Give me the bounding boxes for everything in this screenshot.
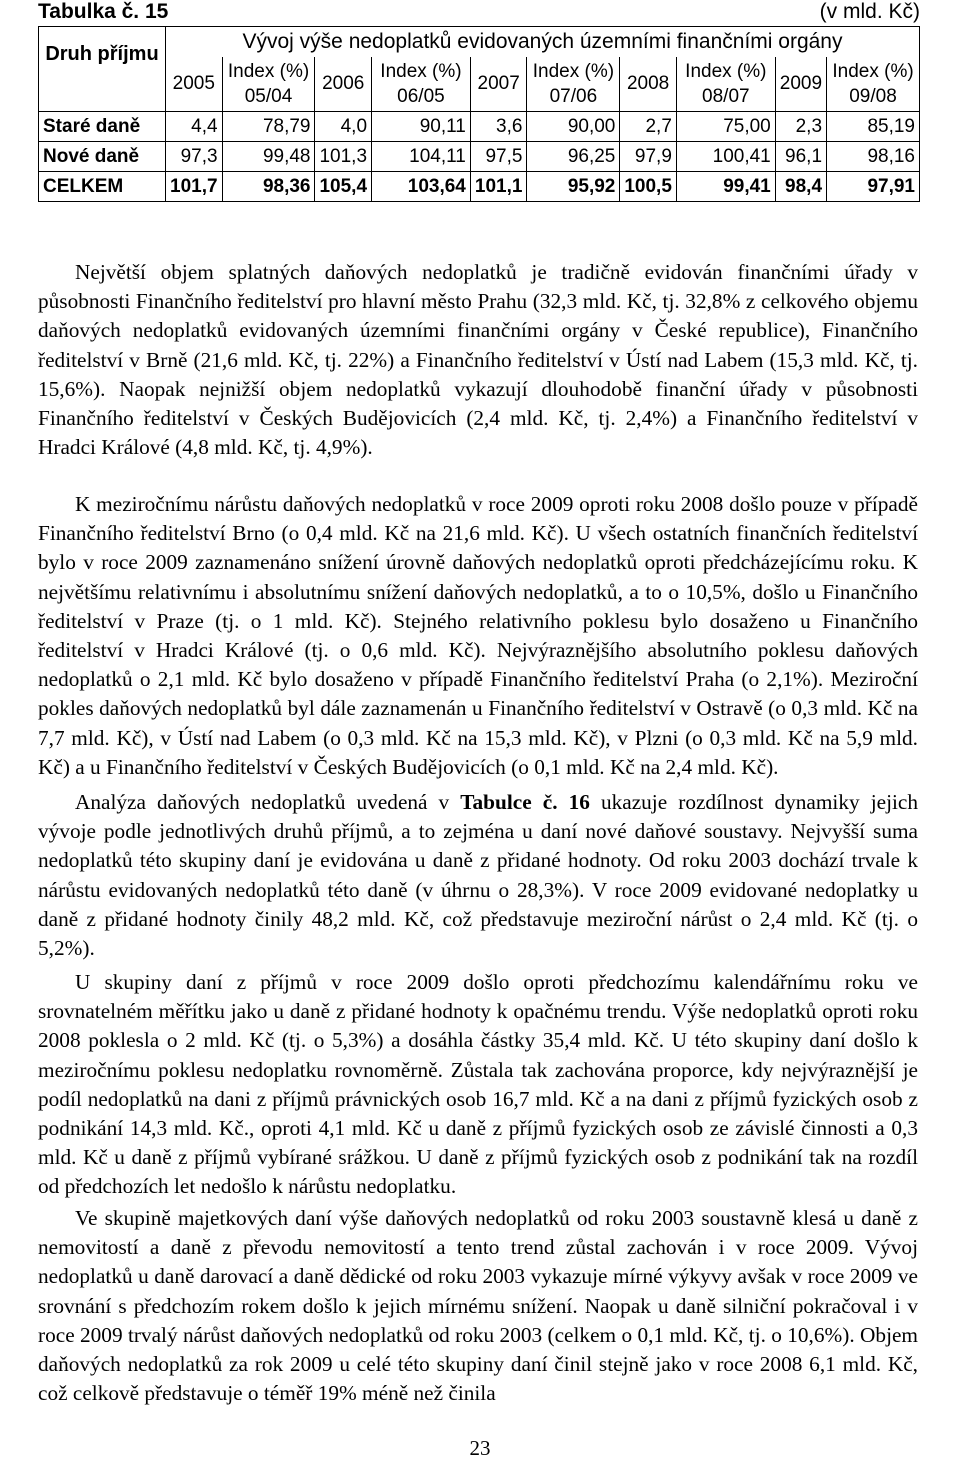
- table-cell: 99,41: [676, 172, 775, 202]
- table-cell: 103,64: [372, 172, 471, 202]
- paragraph: [38, 258, 918, 462]
- table-cell: 4,4: [166, 112, 223, 142]
- table-cell: 104,11: [372, 142, 471, 172]
- table-cell: 98,16: [827, 142, 920, 172]
- table-row: [39, 112, 920, 142]
- table-cell: 90,11: [372, 112, 471, 142]
- paragraph: [38, 1204, 918, 1408]
- table-reference: Tabulce č. 16: [460, 790, 590, 814]
- column-index: Index (%) 09/08: [827, 57, 920, 112]
- table-cell: 96,1: [775, 142, 826, 172]
- table-cell: 101,7: [166, 172, 223, 202]
- table-cell: 3,6: [470, 112, 527, 142]
- table-cell: 100,41: [676, 142, 775, 172]
- column-index: Index (%) 08/07: [676, 57, 775, 112]
- paragraph-text: Největší objem splatných daňových nedoplatků je tradičně evidován finančními úřady v působnosti Finančního ředitelství pro hlavní město Prahu (32,3 mld. Kč, tj. 32,8% z celkového objemu daňových nedoplatků evidovaných územními finančními orgány v České republice), Finančního ředitelství v Brně (21,6 mld. Kč, tj. 22%) a Finančního ředitelství v Ústí nad Labem (15,3 mld. Kč, tj. 15,6%). Naopak nejnižší objem nedoplatků vykazují dlouhodobě finanční úřady v působnosti Finančního ředitelství v Českých Budějovicích (2,4 mld. Kč, tj. 2,4%) a Finančního ředitelství v Hradci Králové (4,8 mld. Kč, tj. 4,9%).: [38, 260, 918, 460]
- table-cell: 2,3: [775, 112, 826, 142]
- column-year: 2006: [315, 57, 372, 112]
- table-unit: (v mld. Kč): [819, 0, 920, 23]
- table-cell: 98,4: [775, 172, 826, 202]
- paragraph-text: K meziročnímu nárůstu daňových nedoplatků v roce 2009 oproti roku 2008 došlo pouze v případě Finančního ředitelství Brno (o 0,4 mld. Kč na 21,6 mld. Kč). U všech ostatních finančních ředitelství bylo v roce 2009 zaznamenáno snížení úrovně daňových nedoplatků oproti předcházejícímu roku. K největšímu relativnímu i absolutnímu snížení daňových nedoplatků, a to o 10,5%, došlo u Finančního ředitelství v Praze (tj. o 1 mld. Kč). Stejného relativního poklesu bylo dosaženo u Finančního ředitelství v Hradci Králové (tj. o 0,6 mld. Kč). Nejvýraznějšího absolutního poklesu daňových nedoplatků o 2,1 mld. Kč bylo dosaženo v případě Finančního ředitelství Praha (o 2,1%). Meziroční pokles daňových nedoplatků byl dále zaznamenán u Finančního ředitelství v Ostravě (o 0,3 mld. Kč na 7,7 mld. Kč), v Ústí nad Labem (o 0,3 mld. Kč na 15,3 mld. Kč), v Plzni (o 0,3 mld. Kč na 5,9 mld. Kč) a u Finančního ředitelství v Českých Budějovicích (o 0,1 mld. Kč na 2,4 mld. Kč).: [38, 492, 918, 779]
- page-number: 23: [469, 1436, 491, 1460]
- row-label: Staré daně: [39, 112, 166, 142]
- table-cell: 85,19: [827, 112, 920, 142]
- table-cell: 101,3: [315, 142, 372, 172]
- table-cell: 97,9: [620, 142, 677, 172]
- table-caption: [38, 0, 920, 26]
- table-cell: 78,79: [222, 112, 315, 142]
- table-cell: 4,0: [315, 112, 372, 142]
- column-year: 2009: [775, 57, 826, 112]
- column-year: 2005: [166, 57, 223, 112]
- table-cell: 97,3: [166, 142, 223, 172]
- column-index: Index (%) 07/06: [527, 57, 620, 112]
- table-cell: 105,4: [315, 172, 372, 202]
- paragraph-text: Ve skupině majetkových daní výše daňových nedoplatků od roku 2003 soustavně klesá u daně z nemovitostí a daně z převodu nemovitostí a tento trend zůstal zachován i v roce 2009. Vývoj nedoplatků u daně darovací a daně dědické od roku 2003 vykazuje mírné výkyvy avšak v roce 2009 ve srovnání s předchozím rokem došlo k jejich mírnému snížení. Naopak u daně silniční pokračoval i v roce 2009 trvalý nárůst daňových nedoplatků od roku 2003 (celkem o 0,1 mld. Kč, tj. o 10,6%). Objem daňových nedoplatků za rok 2009 u celé této skupiny daní činil stejně jako v roce 2008 6,1 mld. Kč, což celkově představuje o téměř 19% méně než činila: [38, 1206, 918, 1406]
- table-label: Tabulka č. 15: [38, 0, 169, 23]
- paragraph: [38, 788, 918, 963]
- arrears-table: [38, 26, 920, 202]
- table-cell: 101,1: [470, 172, 527, 202]
- table-cell: 97,91: [827, 172, 920, 202]
- table-cell: 2,7: [620, 112, 677, 142]
- paragraph-text-start: Analýza daňových nedoplatků uvedená v: [75, 790, 450, 814]
- table-cell: 90,00: [527, 112, 620, 142]
- group-header: Vývoj výše nedoplatků evidovaných územními finančními orgány: [166, 27, 920, 58]
- table-row: [39, 142, 920, 172]
- table-cell: 98,36: [222, 172, 315, 202]
- table-cell: 75,00: [676, 112, 775, 142]
- paragraph: [38, 490, 918, 782]
- column-index: Index (%) 06/05: [372, 57, 471, 112]
- table-row-total: [39, 172, 920, 202]
- row-label: CELKEM: [39, 172, 166, 202]
- table-cell: 100,5: [620, 172, 677, 202]
- table-cell: 96,25: [527, 142, 620, 172]
- column-header-row: [39, 57, 920, 112]
- paragraph-text: U skupiny daní z příjmů v roce 2009 došlo oproti předchozímu kalendářnímu roku ve srovnatelném měřítku jako u daně z přidané hodnoty k opačnému trendu. Výše nedoplatků oproti roku 2008 poklesla o 2 mld. Kč (tj. o 5,3%) a dosáhla částky 35,4 mld. Kč. U této skupiny daní došlo k meziročnímu poklesu nedoplatku rovnoměrně. Zůstala tak zachována proporce, kdy nejvýraznější je podíl nedoplatků na dani z příjmů právnických osob 16,7 mld. Kč a na dani z příjmů fyzických osob z podnikání 14,3 mld. Kč., oproti 4,1 mld. Kč u daně z příjmů fyzických osob ze závislé činnosti a 0,3 mld. Kč u daně z příjmů vybírané srážkou. U daně z příjmů fyzických osob z podnikání tak na rozdíl od předchozích let nedošlo k nárůstu nedoplatku.: [38, 970, 918, 1199]
- row-label: Nové daně: [39, 142, 166, 172]
- paragraph: [38, 968, 918, 1202]
- row-header-corner: Druh příjmu: [39, 27, 166, 112]
- table-cell: 99,48: [222, 142, 315, 172]
- paragraph-text: [38, 788, 918, 963]
- paragraph-text-rest: ukazuje rozdílnost dynamiky jejich vývoje podle jednotlivých druhů příjmů, a to zejména u daní nové daňové soustavy. Nejvyšší suma nedoplatků této skupiny daní je evidována u daně z přidané hodnoty. Od roku 2003 dochází trvale k nárůstu evidovaných nedoplatků této daně (v úhrnu o 28,3%). V roce 2009 evidované nedoplatky u daně z přidané hodnoty činily 48,2 mld. Kč, což představuje meziroční nárůst o 2,4 mld. Kč (tj. o 5,2%).: [38, 790, 918, 961]
- table-cell: 95,92: [527, 172, 620, 202]
- column-year: 2008: [620, 57, 677, 112]
- column-year: 2007: [470, 57, 527, 112]
- column-index: Index (%) 05/04: [222, 57, 315, 112]
- table-cell: 97,5: [470, 142, 527, 172]
